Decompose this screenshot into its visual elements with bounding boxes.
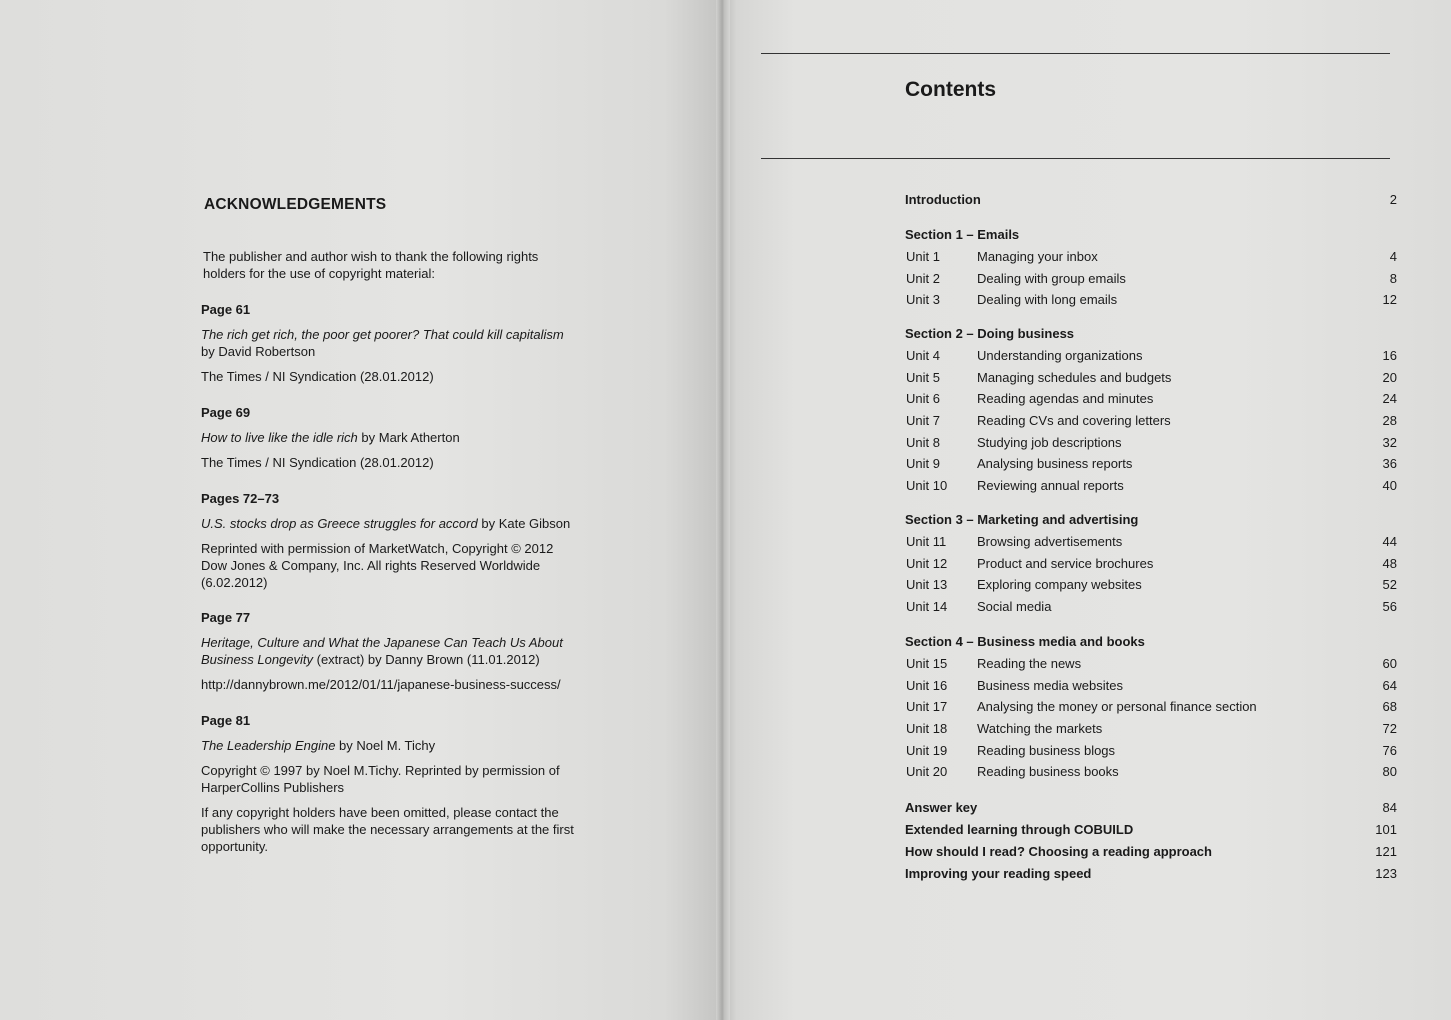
unit-number: Unit 19 bbox=[906, 742, 948, 758]
unit-title: Reading business books bbox=[977, 764, 1119, 780]
unit-title: Managing your inbox bbox=[977, 249, 1098, 264]
unit-number: Unit 10 bbox=[906, 478, 948, 494]
toc-row bbox=[905, 410, 1397, 432]
unit-title: Dealing with group emails bbox=[977, 270, 1126, 286]
unit-page: 16 bbox=[1382, 348, 1397, 363]
unit-number: Unit 14 bbox=[906, 599, 948, 615]
unit-title: Reading CVs and covering letters bbox=[977, 413, 1171, 429]
section-heading: Section 3 – Marketing and advertising bbox=[905, 512, 1139, 527]
toc-row bbox=[905, 531, 1397, 553]
unit-number: Unit 11 bbox=[906, 534, 947, 549]
toc-row bbox=[905, 718, 1397, 740]
section-heading: Section 1 – Emails bbox=[905, 227, 1020, 242]
unit-number: Unit 20 bbox=[906, 764, 948, 780]
unit-number: Unit 16 bbox=[906, 677, 948, 693]
ack-work-title: The Leadership Engine bbox=[201, 738, 336, 753]
contents-title: Contents bbox=[905, 78, 996, 101]
ack-citation bbox=[201, 515, 581, 532]
unit-title: Exploring company websites bbox=[977, 577, 1142, 593]
unit-number: Unit 12 bbox=[906, 555, 948, 571]
unit-title: Reading agendas and minutes bbox=[977, 391, 1154, 407]
ack-byline: by Kate Gibson bbox=[477, 516, 571, 531]
unit-page: 36 bbox=[1382, 456, 1397, 472]
section-heading: Section 2 – Doing business bbox=[905, 326, 1075, 341]
ack-citation bbox=[201, 737, 581, 754]
unit-number: Unit 2 bbox=[906, 270, 940, 286]
toc-label: Introduction bbox=[905, 192, 981, 207]
unit-number: Unit 7 bbox=[906, 413, 940, 429]
toc-page-number: 84 bbox=[1382, 800, 1397, 815]
toc-row bbox=[905, 740, 1397, 762]
toc-label: How should I read? Choosing a reading approach bbox=[905, 844, 1212, 859]
toc-row bbox=[905, 696, 1397, 718]
toc-row bbox=[905, 761, 1397, 783]
toc-row bbox=[905, 675, 1397, 697]
ack-heading: Page 69 bbox=[201, 405, 251, 420]
unit-title: Product and service brochures bbox=[977, 555, 1154, 571]
unit-number: Unit 15 bbox=[906, 656, 948, 671]
ack-work-title: The rich get rich, the poor get poorer? That could kill capitalism bbox=[201, 327, 564, 342]
ack-byline: (extract) by Danny Brown (11.01.2012) bbox=[313, 652, 540, 667]
ack-work-title: Heritage, Culture and What the Japanese Can Teach Us About Business Longevity bbox=[201, 635, 563, 667]
acknowledgements-title: ACKNOWLEDGEMENTS bbox=[204, 196, 387, 213]
unit-title: Reviewing annual reports bbox=[977, 478, 1124, 494]
unit-page: 32 bbox=[1382, 434, 1397, 450]
unit-page: 48 bbox=[1382, 555, 1397, 571]
ack-source: http://dannybrown.me/2012/01/11/japanese-business-success/ bbox=[201, 677, 561, 692]
unit-page: 60 bbox=[1382, 656, 1397, 671]
toc-end-row bbox=[905, 819, 1397, 841]
ack-closing-note: If any copyright holders have been omitted, please contact the publishers who will make the necessary arrangements at the first opportunity. bbox=[201, 805, 574, 854]
unit-number: Unit 17 bbox=[906, 699, 948, 715]
unit-page: 80 bbox=[1382, 764, 1397, 780]
toc-page-number: 2 bbox=[1389, 192, 1397, 207]
left-page bbox=[0, 0, 722, 1020]
ack-work-title: U.S. stocks drop as Greece struggles for accord bbox=[201, 516, 478, 531]
right-page bbox=[722, 0, 1451, 1020]
unit-title: Reading business blogs bbox=[977, 742, 1116, 758]
ack-heading: Page 61 bbox=[201, 302, 251, 317]
unit-number: Unit 5 bbox=[906, 369, 940, 385]
toc-end-row bbox=[905, 841, 1397, 863]
toc-introduction bbox=[905, 189, 1397, 211]
ack-byline: by David Robertson bbox=[201, 344, 316, 359]
unit-page: 24 bbox=[1382, 391, 1397, 407]
toc-row bbox=[905, 453, 1397, 475]
toc-label: Extended learning through COBUILD bbox=[905, 822, 1134, 837]
unit-number: Unit 13 bbox=[906, 577, 948, 593]
toc-row bbox=[905, 388, 1397, 410]
toc-end-row bbox=[905, 797, 1397, 819]
unit-number: Unit 9 bbox=[906, 456, 940, 472]
toc-row bbox=[905, 367, 1397, 389]
toc-page-number: 101 bbox=[1375, 822, 1397, 837]
section-heading: Section 4 – Business media and books bbox=[905, 634, 1145, 649]
unit-page: 56 bbox=[1382, 599, 1397, 615]
toc-row bbox=[905, 475, 1397, 497]
unit-page: 28 bbox=[1382, 413, 1397, 429]
unit-number: Unit 8 bbox=[906, 434, 940, 450]
toc-label: Answer key bbox=[905, 800, 978, 815]
unit-title: Understanding organizations bbox=[977, 348, 1143, 363]
unit-title: Social media bbox=[977, 599, 1052, 615]
unit-page: 76 bbox=[1382, 742, 1397, 758]
top-divider bbox=[761, 53, 1390, 54]
unit-page: 64 bbox=[1382, 677, 1397, 693]
ack-work-title: How to live like the idle rich bbox=[201, 430, 358, 445]
toc-section-3 bbox=[905, 509, 1397, 618]
unit-title: Dealing with long emails bbox=[977, 292, 1118, 308]
ack-entry-page-69 bbox=[201, 404, 581, 471]
unit-number: Unit 18 bbox=[906, 721, 948, 737]
toc-end-row bbox=[905, 863, 1397, 885]
unit-title: Managing schedules and budgets bbox=[977, 369, 1172, 385]
toc-section-4 bbox=[905, 631, 1397, 783]
toc-row bbox=[905, 432, 1397, 454]
ack-source: Reprinted with permission of MarketWatch, Copyright © 2012 Dow Jones & Company, Inc. All rights Reserved Worldwide (6.02.2012) bbox=[201, 541, 554, 590]
toc-row bbox=[905, 574, 1397, 596]
unit-page: 72 bbox=[1382, 721, 1397, 737]
toc-row bbox=[905, 268, 1397, 290]
toc-row bbox=[905, 345, 1397, 367]
ack-entry-page-61 bbox=[201, 301, 581, 385]
toc-row bbox=[905, 246, 1397, 268]
toc-end-matter bbox=[905, 797, 1397, 885]
unit-title: Studying job descriptions bbox=[977, 434, 1122, 450]
ack-byline: by Mark Atherton bbox=[357, 430, 460, 445]
toc-row bbox=[905, 289, 1397, 311]
toc-row bbox=[905, 596, 1397, 618]
toc-page-number: 121 bbox=[1375, 844, 1397, 859]
toc-row bbox=[905, 653, 1397, 675]
unit-number: Unit 6 bbox=[906, 391, 940, 407]
ack-source: The Times / NI Syndication (28.01.2012) bbox=[201, 455, 434, 470]
unit-number: Unit 3 bbox=[906, 292, 940, 308]
unit-page: 20 bbox=[1382, 369, 1397, 385]
ack-citation bbox=[201, 429, 581, 446]
unit-page: 12 bbox=[1382, 292, 1397, 308]
unit-page: 52 bbox=[1382, 577, 1397, 593]
ack-heading: Page 77 bbox=[201, 610, 251, 625]
unit-title: Watching the markets bbox=[977, 721, 1103, 737]
unit-number: Unit 1 bbox=[906, 249, 940, 264]
unit-page: 68 bbox=[1382, 699, 1397, 715]
ack-heading: Page 81 bbox=[201, 713, 251, 728]
unit-page: 8 bbox=[1389, 270, 1397, 286]
unit-number: Unit 4 bbox=[906, 348, 940, 363]
toc-heading-introduction bbox=[905, 189, 1397, 211]
toc-section-1 bbox=[905, 224, 1397, 311]
unit-title: Reading the news bbox=[977, 656, 1082, 671]
unit-page: 4 bbox=[1389, 249, 1397, 264]
unit-title: Analysing the money or personal finance section bbox=[977, 699, 1257, 715]
ack-byline: by Noel M. Tichy bbox=[335, 738, 436, 753]
ack-citation bbox=[201, 326, 581, 360]
unit-title: Browsing advertisements bbox=[977, 534, 1123, 549]
unit-page: 44 bbox=[1382, 534, 1397, 549]
acknowledgements-intro: The publisher and author wish to thank the following rights holders for the use of copyright material: bbox=[203, 249, 539, 281]
ack-heading: Pages 72–73 bbox=[201, 491, 280, 506]
toc-section-2 bbox=[905, 323, 1397, 497]
toc-label: Improving your reading speed bbox=[905, 866, 1092, 881]
ack-source: Copyright © 1997 by Noel M.Tichy. Reprinted by permission of HarperCollins Publishers bbox=[201, 763, 560, 795]
ack-entry-page-81 bbox=[201, 712, 581, 855]
ack-entry-page-77 bbox=[201, 609, 581, 693]
toc-page-number: 123 bbox=[1375, 866, 1397, 881]
unit-title: Analysing business reports bbox=[977, 456, 1133, 472]
toc-row bbox=[905, 553, 1397, 575]
unit-title: Business media websites bbox=[977, 677, 1123, 693]
bottom-divider bbox=[761, 158, 1390, 159]
ack-entry-pages-72-73 bbox=[201, 490, 581, 591]
ack-citation bbox=[201, 634, 566, 668]
book-gutter bbox=[716, 0, 730, 1020]
unit-page: 40 bbox=[1382, 478, 1397, 494]
ack-source: The Times / NI Syndication (28.01.2012) bbox=[201, 369, 434, 384]
